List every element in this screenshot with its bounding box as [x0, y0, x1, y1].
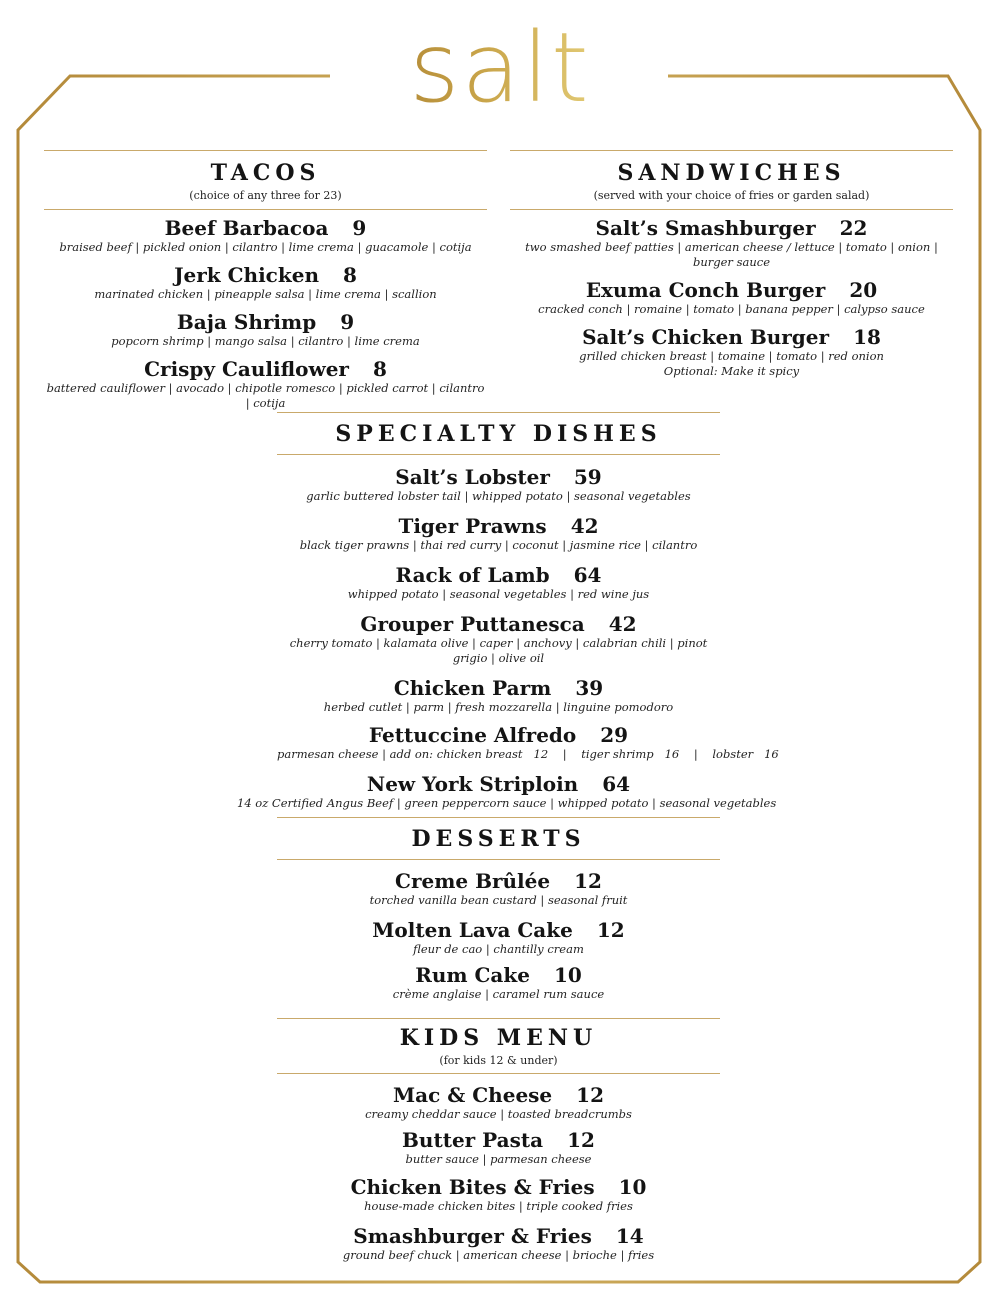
item-price: 64	[573, 563, 602, 587]
item-price: 14	[615, 1224, 644, 1248]
menu-item	[510, 278, 953, 317]
specialty-section	[237, 412, 779, 811]
menu-item	[44, 263, 487, 302]
menu-item	[277, 676, 720, 715]
item-description: popcorn shrimp | mango salsa | cilantro | lime crema	[111, 334, 420, 348]
item-price: 64	[602, 772, 631, 796]
item-description: herbed cutlet | parm | fresh mozzarella | linguine pomodoro	[323, 700, 674, 714]
item-description: torched vanilla bean custard | seasonal fruit	[369, 893, 628, 907]
tacos-section	[44, 150, 487, 411]
item-price: 20	[849, 278, 878, 302]
menu-item	[277, 465, 720, 504]
item-description: braised beef | pickled onion | cilantro | lime crema | guacamole | cotija	[59, 240, 472, 254]
menu-item	[277, 563, 720, 602]
menu-item	[44, 216, 487, 255]
item-name: Chicken Parm	[393, 676, 552, 700]
item-name: Beef Barbacoa	[164, 216, 329, 240]
item-price: 18	[853, 325, 881, 349]
desserts-section	[277, 817, 720, 1002]
item-name: Crispy Cauliflower	[144, 357, 349, 381]
item-name: Jerk Chicken	[174, 263, 319, 287]
item-description: whipped potato | seasonal vegetables | red wine jus	[347, 587, 650, 601]
item-description: marinated chicken | pineapple salsa | lime crema | scallion	[94, 287, 437, 301]
kids-section	[277, 1018, 720, 1263]
item-name: Salt’s Smashburger	[595, 216, 816, 240]
item-price: 8	[372, 357, 387, 381]
item-description: cracked conch | romaine | tomato | banana pepper | calypso sauce	[538, 302, 925, 316]
item-description: house-made chicken bites | triple cooked fries	[364, 1199, 633, 1213]
menu-item	[277, 723, 779, 762]
item-price: 12	[596, 918, 625, 942]
item-name: Chicken Bites & Fries	[350, 1175, 595, 1199]
section-title: TACOS	[210, 160, 321, 186]
item-name: New York Striploin	[366, 772, 579, 796]
menu-item	[277, 1224, 720, 1263]
item-name: Salt’s Chicken Burger	[582, 325, 830, 349]
item-price: 9	[352, 216, 367, 240]
section-title: SPECIALTY DISHES	[335, 421, 662, 447]
item-description: fleur de cao | chantilly cream	[413, 942, 584, 956]
item-description: parmesan cheese | add on: chicken breast 12 | tiger shrimp 16 | lobster 16	[277, 747, 779, 761]
item-name: Exuma Conch Burger	[585, 278, 826, 302]
sandwiches-section	[510, 150, 953, 379]
menu-item	[277, 1083, 720, 1122]
item-price: 12	[574, 869, 602, 893]
section-note: (served with your choice of fries or garden salad)	[593, 189, 870, 202]
section-note: (choice of any three for 23)	[189, 189, 342, 202]
item-description: ground beef chuck | american cheese | brioche | fries	[342, 1248, 655, 1262]
item-price: 29	[600, 723, 629, 747]
menu-item	[277, 1128, 720, 1167]
item-description: cherry tomato | kalamata olive | caper | anchovy | calabrian chili | pinot grigio | olive oil	[289, 636, 708, 665]
item-option: Optional: Make it spicy	[663, 364, 800, 378]
menu-item	[277, 1175, 720, 1214]
item-description: battered cauliflower | avocado | chipotle romesco | pickled carrot | cilantro | cotija	[46, 381, 485, 410]
item-name: Fettuccine Alfredo	[368, 723, 577, 747]
menu-item	[277, 514, 720, 553]
item-description: two smashed beef patties | american cheese / lettuce | tomato | onion | burger sauce	[525, 240, 938, 269]
section-title: DESSERTS	[411, 826, 586, 852]
item-name: Mac & Cheese	[393, 1083, 553, 1107]
item-name: Butter Pasta	[402, 1128, 544, 1152]
item-price: 59	[573, 465, 602, 489]
item-price: 10	[618, 1175, 647, 1199]
item-price: 12	[567, 1128, 595, 1152]
menu-item	[277, 612, 720, 666]
section-note: (for kids 12 & under)	[439, 1054, 558, 1067]
item-price: 42	[570, 514, 599, 538]
menu-item	[44, 310, 487, 349]
item-price: 9	[340, 310, 355, 334]
item-name: Tiger Prawns	[398, 514, 547, 538]
item-description: grilled chicken breast | tomaine | tomato | red onion	[579, 349, 884, 363]
menu-item	[277, 869, 720, 908]
item-name: Rack of Lamb	[395, 563, 550, 587]
item-price: 12	[576, 1083, 604, 1107]
item-name: Grouper Puttanesca	[360, 612, 585, 636]
menu-item	[510, 216, 953, 270]
menu-item	[277, 918, 720, 957]
menu-item	[277, 963, 720, 1002]
item-description: black tiger prawns | thai red curry | coconut | jasmine rice | cilantro	[299, 538, 698, 552]
item-name: Salt’s Lobster	[395, 465, 550, 489]
item-name: Baja Shrimp	[176, 310, 317, 334]
item-description: 14 oz Certified Angus Beef | green peppercorn sauce | whipped potato | seasonal vegetables	[237, 796, 777, 810]
item-name: Rum Cake	[415, 963, 530, 987]
section-title: SANDWICHES	[617, 160, 846, 186]
item-description: creamy cheddar sauce | toasted breadcrumbs	[365, 1107, 632, 1121]
item-price: 10	[553, 963, 582, 987]
item-name: Smashburger & Fries	[353, 1224, 592, 1248]
item-description: butter sauce | parmesan cheese	[405, 1152, 592, 1166]
item-price: 22	[839, 216, 868, 240]
item-price: 42	[608, 612, 637, 636]
item-name: Creme Brûlée	[395, 869, 551, 893]
item-description: garlic buttered lobster tail | whipped potato | seasonal vegetables	[306, 489, 691, 503]
menu-item	[510, 325, 953, 379]
item-name: Molten Lava Cake	[372, 918, 573, 942]
item-price: 8	[342, 263, 357, 287]
item-price: 39	[575, 676, 604, 700]
menu-item	[237, 772, 777, 811]
item-description: crème anglaise | caramel rum sauce	[392, 987, 605, 1001]
salt-logo: salt	[340, 18, 660, 118]
menu-item	[44, 357, 487, 411]
section-title: KIDS MENU	[399, 1025, 598, 1051]
